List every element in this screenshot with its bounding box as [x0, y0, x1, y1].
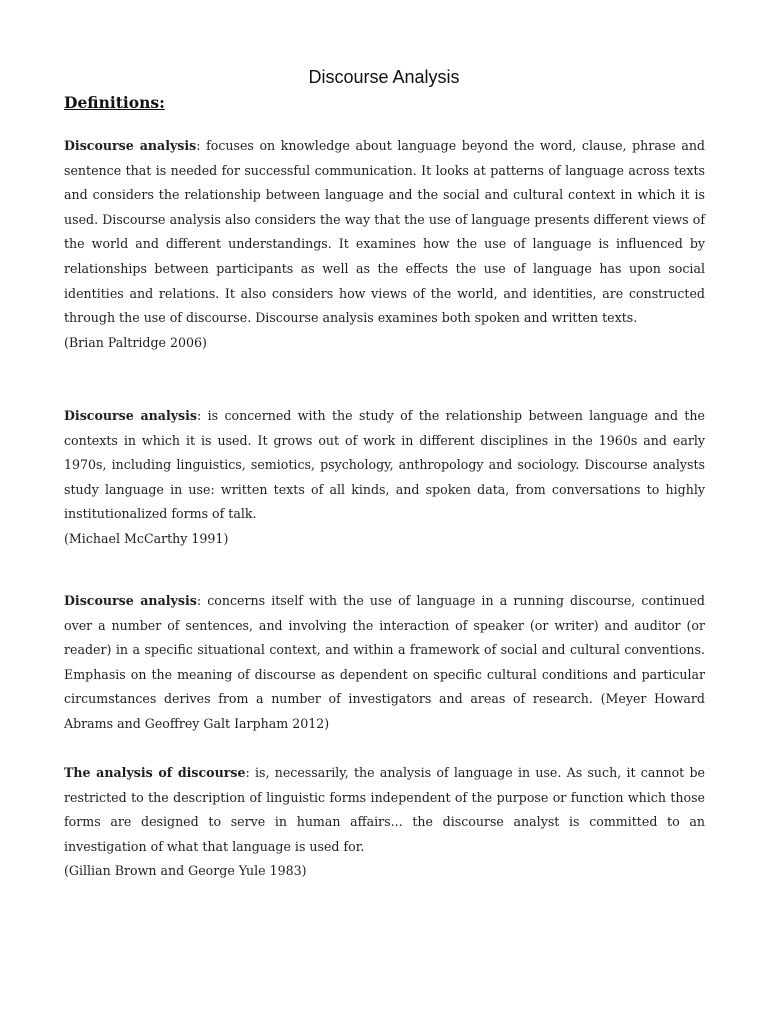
- definition-paragraph: [64, 404, 705, 527]
- definition-term: Discourse analysis: [64, 138, 197, 153]
- definition-entry-2: [64, 404, 705, 552]
- definition-text: : is concerned with the study of the relationship between language and the contexts in which it is used. It grows out of work in different disciplines in the 1960s and early 1970s, including linguistics, semiotics, psychology, anthropology and sociology. Discourse analysts study language in use: written texts of all kinds, and spoken data, from conversations to highly institutionalized forms of talk.: [64, 408, 705, 522]
- definition-paragraph: [64, 134, 705, 331]
- definition-term: The analysis of discourse: [64, 765, 246, 780]
- definition-entry-1: [64, 134, 705, 355]
- definition-citation: (Brian Paltridge 2006): [64, 334, 207, 350]
- definition-text: : is, necessarily, the analysis of language in use. As such, it cannot be restricted to the description of linguistic forms independent of the purpose or function which those forms are designed to serve in human affairs... the discourse analyst is committed to an investigation of what that language is used for.: [64, 765, 706, 854]
- definition-entry-3: [64, 589, 705, 737]
- definition-text: : concerns itself with the use of language in a running discourse, continued over a number of sentences, and involving the interaction of speaker (or writer) and auditor (or reader) in a specific situational context, and within a framework of social and cultural conventions. Emphasis on the meaning of discourse as dependent on specific cultural conditions and particular circumstances derives from a number of investigators and areas of research. (Meyer Howard Abrams and Geoffrey Galt Iarpham 2012): [64, 593, 705, 731]
- document-title: Discourse Analysis: [308, 67, 460, 87]
- definition-citation: (Michael McCarthy 1991): [64, 530, 229, 546]
- definition-entry-4: [64, 761, 705, 884]
- definition-text: : focuses on knowledge about language beyond the word, clause, phrase and sentence that is needed for successful communication. It looks at patterns of language across texts and considers the relationship between language and the social and cultural context in which it is used. Discourse analysis also considers the way that the use of language presents different views of the world and different understandings. It examines how the use of language is influenced by relationships between participants as well as the effects the use of language has upon social identities and relations. It also considers how views of the world, and identities, are constructed through the use of discourse. Discourse analysis examines both spoken and written texts.: [64, 138, 705, 326]
- definition-citation: (Gillian Brown and George Yule 1983): [64, 863, 307, 879]
- definition-term: Discourse analysis: [64, 408, 198, 423]
- definition-paragraph: [64, 589, 705, 737]
- definition-paragraph: [64, 761, 705, 859]
- section-heading: Definitions:: [64, 93, 165, 112]
- definition-term: Discourse analysis: [64, 593, 197, 608]
